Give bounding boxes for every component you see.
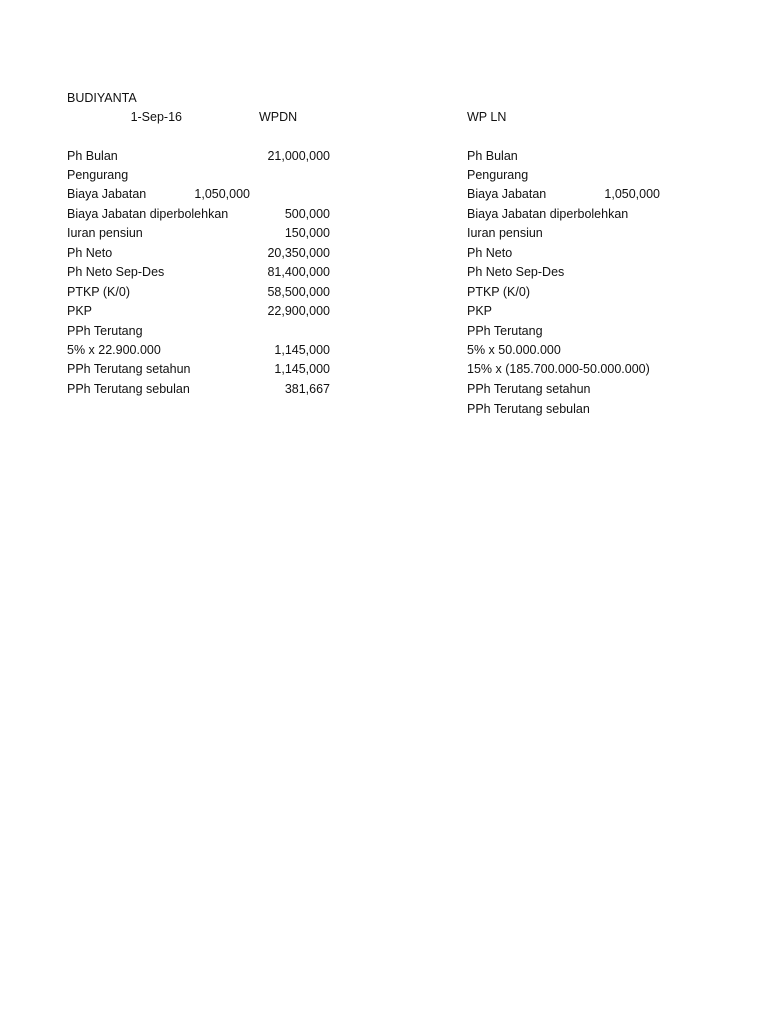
left-ph-neto-label: Ph Neto: [67, 246, 113, 260]
right-tarif-5-label: 5% x 50.000.000: [467, 343, 561, 357]
left-biaya-jabatan-diperbolehkan-label: Biaya Jabatan diperbolehkan: [67, 207, 229, 221]
taxpayer-name: BUDIYANTA: [67, 91, 137, 105]
right-tarif-15-label: 15% x (185.700.000-50.000.000): [467, 362, 650, 376]
left-pengurang-label: Pengurang: [67, 168, 129, 182]
left-ph-bulan-label: Ph Bulan: [67, 149, 118, 163]
left-biaya-jabatan-label: Biaya Jabatan: [67, 187, 147, 201]
wpdn-title: WPDN: [259, 110, 298, 124]
left-pkp-value: 22,900,000: [267, 304, 330, 318]
right-biaya-jabatan-label: Biaya Jabatan: [467, 187, 547, 201]
left-ph-bulan-value: 21,000,000: [267, 149, 330, 163]
left-tarif-5-value: 1,145,000: [274, 343, 330, 357]
right-biaya-jabatan-diperbolehkan-label: Biaya Jabatan diperbolehkan: [467, 207, 629, 221]
left-pph-terutang-label: PPh Terutang: [67, 324, 143, 338]
left-ptkp-label: PTKP (K/0): [67, 285, 130, 299]
right-pkp-label: PKP: [467, 304, 493, 318]
left-ptkp-value: 58,500,000: [267, 285, 330, 299]
left-pph-sebulan-value: 381,667: [284, 382, 330, 396]
left-ph-neto-sep-des-value: 81,400,000: [267, 265, 330, 279]
left-iuran-pensiun-value: 150,000: [284, 226, 330, 240]
right-pph-setahun-label: PPh Terutang setahun: [467, 382, 591, 396]
right-pph-sebulan-label: PPh Terutang sebulan: [467, 402, 590, 416]
left-pph-sebulan-label: PPh Terutang sebulan: [67, 382, 190, 396]
right-pengurang-label: Pengurang: [467, 168, 529, 182]
wpln-title: WP LN: [467, 110, 507, 124]
left-biaya-jabatan-value: 1,050,000: [194, 187, 250, 201]
left-biaya-jabatan-diperbolehkan-value: 500,000: [284, 207, 330, 221]
right-pph-terutang-label: PPh Terutang: [467, 324, 543, 338]
right-ptkp-label: PTKP (K/0): [467, 285, 530, 299]
right-biaya-jabatan-value: 1,050,000: [604, 187, 660, 201]
left-ph-neto-value: 20,350,000: [267, 246, 330, 260]
date-cell: 1-Sep-16: [130, 110, 182, 124]
left-ph-neto-sep-des-label: Ph Neto Sep-Des: [67, 265, 165, 279]
left-iuran-pensiun-label: Iuran pensiun: [67, 226, 143, 240]
right-ph-neto-label: Ph Neto: [467, 246, 513, 260]
left-pph-setahun-label: PPh Terutang setahun: [67, 362, 191, 376]
right-ph-bulan-label: Ph Bulan: [467, 149, 518, 163]
right-iuran-pensiun-label: Iuran pensiun: [467, 226, 543, 240]
right-ph-neto-sep-des-label: Ph Neto Sep-Des: [467, 265, 565, 279]
left-pkp-label: PKP: [67, 304, 93, 318]
left-pph-setahun-value: 1,145,000: [274, 362, 330, 376]
left-tarif-5-label: 5% x 22.900.000: [67, 343, 161, 357]
